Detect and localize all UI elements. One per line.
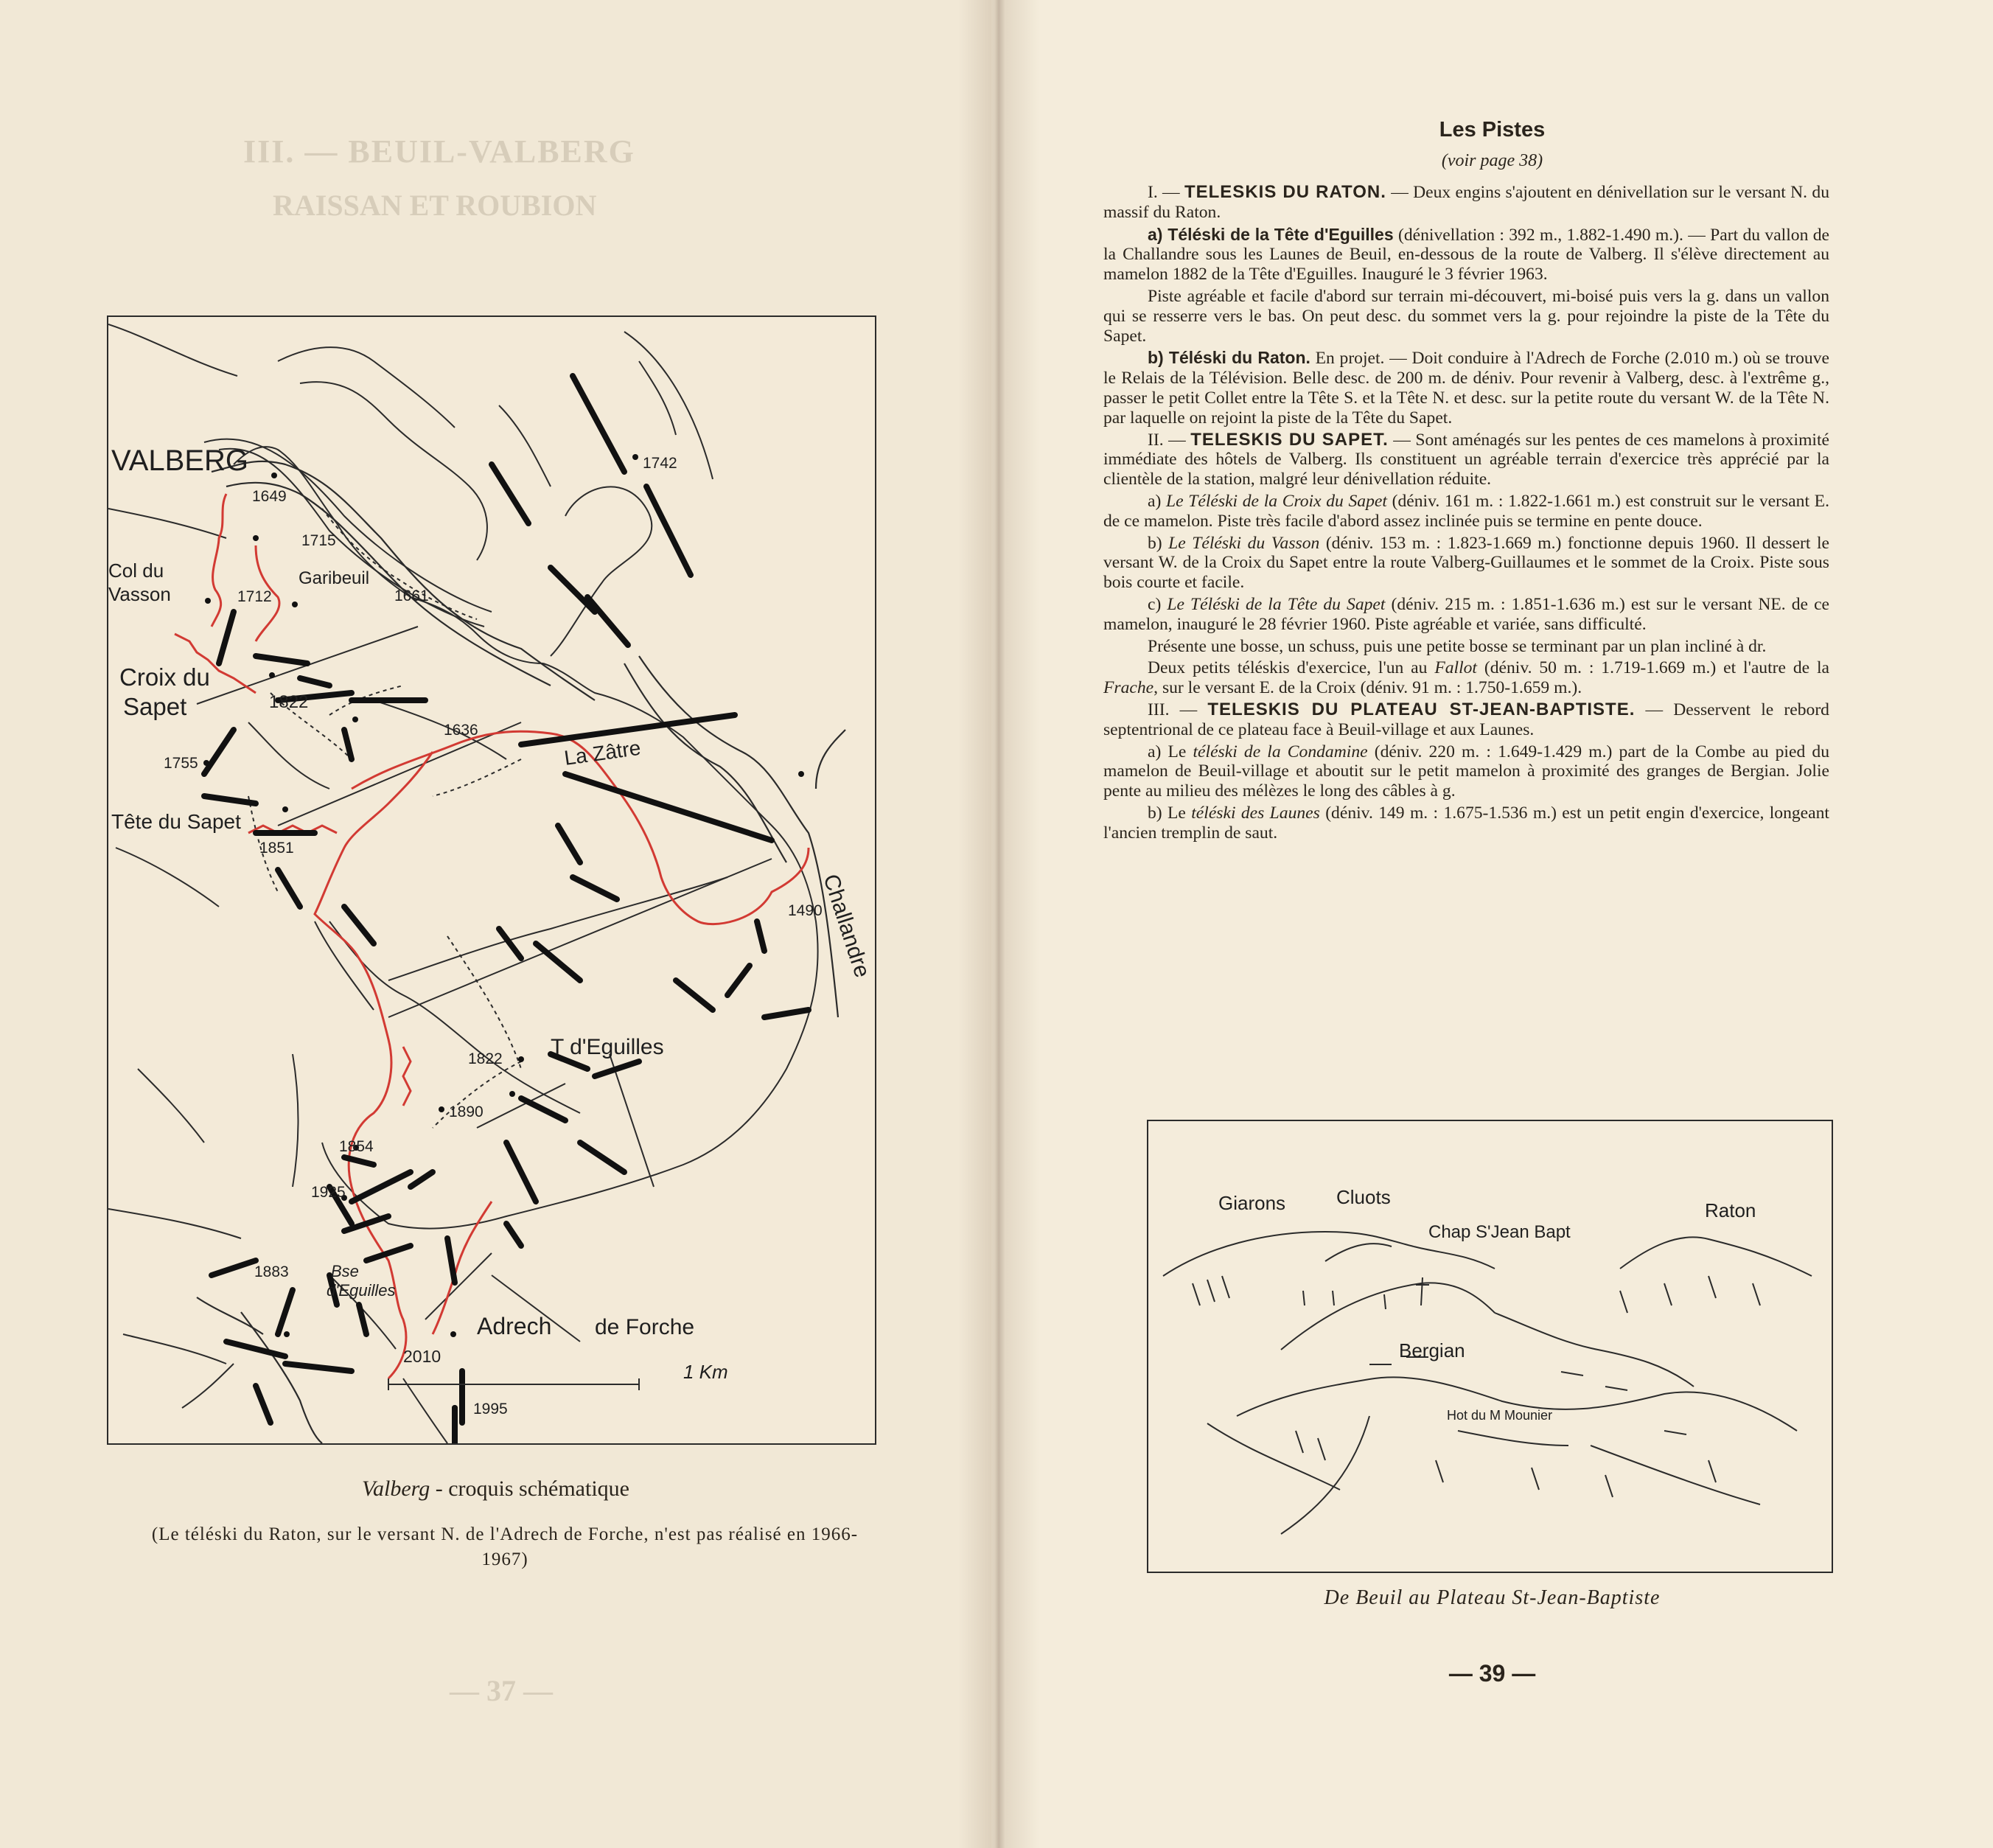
alt-1890: 1890 <box>449 1103 484 1120</box>
alt-1712: 1712 <box>237 588 272 605</box>
map-drawing <box>108 317 875 1443</box>
valberg-map <box>107 315 876 1445</box>
section-plateau-b: b) Le téléski des Launes (déniv. 149 m. : 1.675-1.536 m.) est un petit engin d'exercice, longeant l'ancien tremplin de saut. <box>1103 803 1829 843</box>
label-tete-du-sapet: Tête du Sapet <box>111 810 241 833</box>
map-paths <box>248 509 521 1128</box>
label-valberg: VALBERG <box>111 444 248 477</box>
map-note: (Le téléski du Raton, sur le versant N. de l'Adrech de Forche, n'est pas réalisé en 1966-1967) <box>151 1524 859 1569</box>
alt-1925: 1925 <box>311 1184 346 1201</box>
page-title: Les Pistes <box>1439 118 1546 142</box>
label-chap: Chap S'Jean Bapt <box>1428 1222 1571 1242</box>
alt-1822: 1822 <box>269 692 309 712</box>
map-rivers <box>197 461 845 1443</box>
label-la-zatre: La Zâtre <box>562 736 643 770</box>
map-caption <box>0 1476 991 1502</box>
bleed-through-page-number: — 37 — <box>450 1674 553 1707</box>
panorama-drawing <box>1148 1121 1832 1572</box>
bleed-through-subtitle: RAISSAN ET ROUBION <box>273 189 597 222</box>
page-number: — 39 — <box>1448 1660 1536 1687</box>
map-altitudes <box>164 455 823 1418</box>
alt-1715: 1715 <box>301 532 336 549</box>
section-sapet-c-para2: Présente une bosse, un schuss, puis une petite bosse se terminant par un plan incliné à dr. <box>1148 636 1767 656</box>
section-raton-a-para2: Piste agréable et facile d'abord sur terrain mi-découvert, mi-boisé puis vers la g. dans un vallon qui se resserre vers le bas. On peut desc. du sommet vers la g. pour rejoindre la piste de la Tête du Sapet. <box>1103 286 1829 346</box>
panorama-sketch <box>1147 1120 1833 1573</box>
section-plateau-a: a) Le téléski de la Condamine (déniv. 220 m. : 1.649-1.429 m.) part de la Combe au pied du mamelon de Beuil-village et aboutit sur le petit mamelon à proximité des granges de Bergian. Jolie pente au milieu des mélèzes le long des câbles à g. <box>1103 742 1829 801</box>
panorama-labels <box>1218 1186 1756 1423</box>
bleed-through-title: III. — BEUIL-VALBERG <box>243 133 635 170</box>
alt-1854: 1854 <box>339 1138 374 1155</box>
alt-2010: 2010 <box>403 1347 441 1366</box>
label-col-du-vasson-2: Vasson <box>108 583 171 605</box>
panorama-lines <box>1163 1232 1812 1534</box>
section-raton-a: a) Téléski de la Tête d'Eguilles (dénivellation : 392 m., 1.882-1.490 m.). — Part du vallon de la Challandre sous les Launes de Beuil, en-dessous de la route de Valberg. Il s'élève directement au mamelon 1882 de la Tête d'Eguilles. Inauguré le 3 février 1963. <box>1103 224 1829 285</box>
map-ski-routes <box>175 494 809 1378</box>
alt-1995: 1995 <box>473 1401 508 1418</box>
alt-1883: 1883 <box>254 1263 289 1280</box>
map-caption-italic: Valberg <box>362 1476 430 1501</box>
label-bse-1: Bse <box>331 1262 359 1280</box>
map-caption-rest: - croquis schématique <box>430 1476 629 1501</box>
section-sapet-d: Deux petits téléskis d'exercice, l'un au Fallot (déniv. 50 m. : 1.719-1.669 m.) et l'autre de la Frache, sur le versant E. de la Croix (déniv. 91 m. : 1.750-1.659 m.). <box>1103 658 1829 698</box>
panorama-hatching <box>1193 1276 1760 1497</box>
alt-1755: 1755 <box>164 755 198 772</box>
section-plateau: III. — TELESKIS DU PLATEAU ST-JEAN-BAPTISTE. — Desservent le rebord septentrional de ce plateau face à Beuil-village et aux Launes. <box>1103 699 1829 739</box>
label-col-du-vasson-1: Col du <box>108 559 164 582</box>
label-croix-du-sapet-1: Croix du <box>119 663 210 691</box>
alt-1636: 1636 <box>444 722 478 739</box>
alt-1822b: 1822 <box>468 1050 503 1067</box>
label-croix-du-sapet-2: Sapet <box>123 693 187 720</box>
map-labels <box>108 444 875 1383</box>
label-garibeuil: Garibeuil <box>299 568 370 588</box>
section-raton: I. — TELESKIS DU RATON. — Deux engins s'ajoutent en dénivellation sur le versant N. du massif du Raton. <box>1103 182 1829 222</box>
section-sapet-a: a) Le Téléski de la Croix du Sapet (déniv. 161 m. : 1.822-1.661 m.) est construit sur le versant E. de ce mamelon. Piste très facile d'abord assez inclinée puis se termine en pente douce. <box>1103 491 1829 531</box>
alt-1742: 1742 <box>643 455 677 472</box>
label-de-forche: de Forche <box>595 1315 695 1339</box>
section-raton-b: b) Téléski du Raton. En projet. — Doit conduire à l'Adrech de Forche (2.010 m.) où se trouve le Relais de la Télévision. Belle desc. de 200 m. de déniv. Pour revenir à Valberg, desc. à l'extrême g., passer le petit Collet entre la Tête S. et la Tête N. et desc. sur la petite route du versant W. de la Tête N. par laquelle on rejoint la piste de la Tête du Sapet. <box>1103 348 1829 428</box>
book-gutter <box>958 0 1039 1848</box>
label-raton: Raton <box>1705 1199 1756 1221</box>
article-body <box>1103 183 1829 845</box>
label-adrech: Adrech <box>477 1313 552 1339</box>
label-bse-2: d'Eguilles <box>327 1281 396 1300</box>
map-ski-lifts <box>197 627 772 1017</box>
map-contours <box>108 324 713 1443</box>
section-sapet: II. — TELESKIS DU SAPET. — Sont aménagés sur les pentes de ces mamelons à proximité immédiate des hôtels de Valberg. Ils constituent un agréable terrain d'exercice très apprécié par la clientèle de la station, malgré leur dénivellation réduite. <box>1103 429 1829 489</box>
panorama-caption: De Beuil au Plateau St-Jean-Baptiste <box>1324 1586 1661 1609</box>
label-scale: 1 Km <box>683 1361 728 1383</box>
alt-1851: 1851 <box>259 840 294 857</box>
map-heavy-ridges <box>204 376 809 1443</box>
label-cluots: Cluots <box>1336 1186 1391 1208</box>
alt-1490: 1490 <box>788 902 823 919</box>
page-reference: (voir page 38) <box>1441 151 1543 170</box>
section-sapet-c: c) Le Téléski de la Tête du Sapet (déniv. 215 m. : 1.851-1.636 m.) est sur le versant NE. de ce mamelon, inauguré le 28 février 1960. Piste agréable et variée, sans difficulté. <box>1103 594 1830 634</box>
label-td-eguilles: T d'Eguilles <box>551 1035 664 1059</box>
section-sapet-b: b) Le Téléski du Vasson (déniv. 153 m. : 1.823-1.669 m.) fonctionne depuis 1960. Il dessert le versant W. de la Croix du Sapet entre la route Valberg-Guillaumes et le sommet de la Croix. Piste sous bois courte et facile. <box>1103 533 1829 593</box>
label-giarons: Giarons <box>1218 1192 1286 1214</box>
label-hot-mounier: Hot du M Mounier <box>1447 1408 1553 1423</box>
label-bergian: Bergian <box>1399 1339 1465 1361</box>
label-challandre: Challandre <box>818 871 875 981</box>
alt-1661: 1661 <box>394 587 429 604</box>
alt-1649: 1649 <box>252 488 287 505</box>
